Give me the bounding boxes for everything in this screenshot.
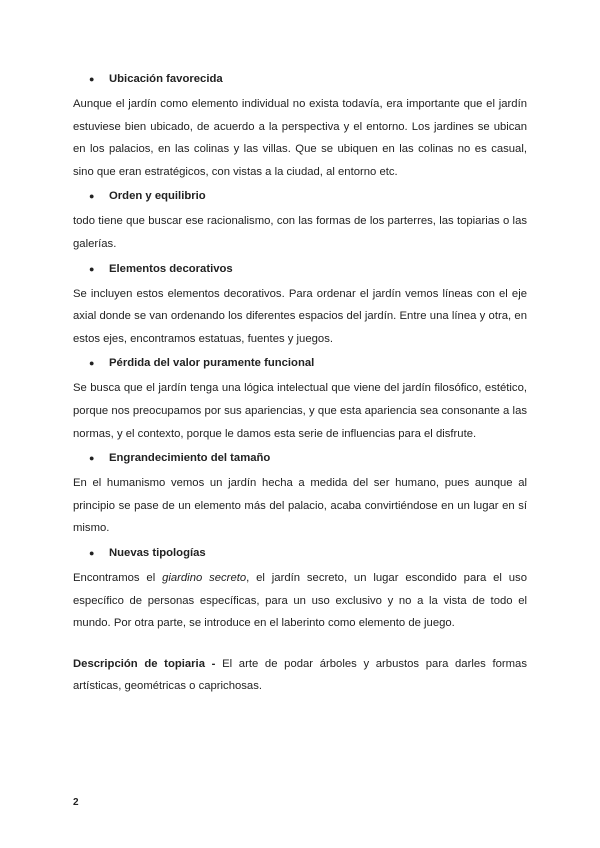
italic-term: giardino secreto: [162, 571, 247, 584]
section-paragraph: Se busca que el jardín tenga una lógica intelectual que viene del jardín filosófico, estético, porque nos preocupamos por sus apariencias, y que esta apariencia sea consonante a las normas, y el contexto, porque le damos esta serie de influencias para el disfrute.: [73, 382, 527, 440]
section-elementos: [73, 260, 527, 351]
page-content: [73, 70, 527, 702]
section-heading: [73, 544, 527, 563]
section-engrandecimiento: [73, 449, 527, 540]
section-heading: [73, 187, 527, 206]
heading-text: Engrandecimiento del tamaño: [109, 452, 271, 465]
section-heading: [73, 260, 527, 279]
bullet-icon: ●: [89, 74, 95, 84]
section-paragraph: Se incluyen estos elementos decorativos. Para ordenar el jardín vemos líneas con el eje axial donde se van ordenando los diferentes espacios del jardín. Entre una línea y otra, en estos ejes, encontramos estatuas, fuentes y juegos.: [73, 287, 527, 345]
bullet-icon: ●: [89, 358, 95, 369]
section-heading: [73, 449, 527, 468]
section-perdida: [73, 354, 527, 445]
section-heading: [73, 354, 527, 373]
bullet-icon: ●: [89, 453, 95, 464]
topiaria-text: El arte de podar árboles y arbustos para darles formas artísticas, geométricas o caprichosas.: [73, 657, 527, 693]
section-orden: [73, 187, 527, 255]
section-paragraph: [73, 567, 527, 635]
section-paragraph: Aunque el jardín como elemento individual no exista todavía, era importante que el jardín estuviese bien ubicado, de acuerdo a la perspectiva y el entorno. Los jardines se ubican en los palacios, en las colinas y las villas. Que se ubiquen en las colinas no es casual, sino que eran estratégicos, con vistas a la ciudad, al entorno etc.: [73, 98, 527, 178]
topiaria-definition: [73, 653, 527, 698]
bullet-icon: ●: [89, 191, 95, 202]
heading-text: Orden y equilibrio: [109, 190, 206, 203]
bullet-icon: ●: [89, 547, 95, 558]
bullet-icon: ●: [89, 263, 95, 274]
section-heading: [73, 70, 527, 89]
section-tipologias: [73, 544, 527, 635]
section-ubicacion: [73, 70, 527, 183]
topiaria-term: Descripción de topiaria -: [73, 657, 216, 670]
paragraph-text: Encontramos el: [73, 571, 163, 584]
section-paragraph: todo tiene que buscar ese racionalismo, con las formas de los parterres, las topiarias o las galerías.: [73, 215, 527, 250]
heading-text: Pérdida del valor puramente funcional: [109, 357, 315, 370]
page-number: 2: [73, 797, 79, 808]
heading-text: Ubicación favorecida: [109, 73, 223, 85]
heading-text: Nuevas tipologías: [109, 546, 206, 559]
section-paragraph: En el humanismo vemos un jardín hecha a medida del ser humano, pues aunque al principio se pase de un elemento más del palacio, acaba convirtiéndose en un lugar en sí mismo.: [73, 477, 527, 535]
heading-text: Elementos decorativos: [109, 262, 233, 275]
paragraph-text: , el jardín secreto, un lugar escondido para el uso específico de personas específicas, para un uso exclusivo y no a la vista de todo el mundo. Por otra parte, se introduce en el laberinto como elemento de juego.: [73, 571, 527, 630]
